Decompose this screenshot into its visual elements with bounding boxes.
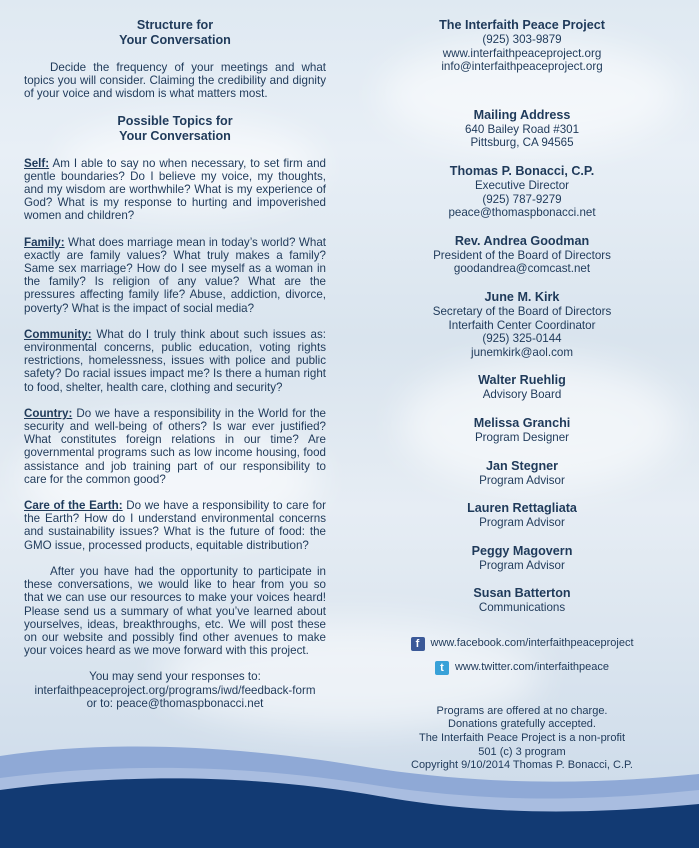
topic-label: Country: <box>24 406 73 420</box>
person-entry <box>372 459 672 488</box>
people-list <box>372 164 672 615</box>
footer-line: Copyright 9/10/2014 Thomas P. Bonacci, C.P. <box>411 759 633 772</box>
person-detail: President of the Board of Directors <box>433 248 611 262</box>
structure-heading-line2: Your Conversation <box>119 33 231 47</box>
org-email[interactable]: info@interfaithpeaceproject.org <box>441 60 603 74</box>
org-name: The Interfaith Peace Project <box>439 18 605 32</box>
topics-heading <box>24 114 326 144</box>
person-entry <box>372 586 672 615</box>
topic-paragraph <box>24 328 326 394</box>
person-detail[interactable]: peace@thomaspbonacci.net <box>448 206 596 220</box>
footer-line: 501 (c) 3 program <box>478 745 566 758</box>
mailing-heading: Mailing Address <box>473 107 571 122</box>
person-name: Peggy Magovern <box>471 543 573 558</box>
send-email[interactable]: or to: peace@thomaspbonacci.net <box>86 696 264 710</box>
closing-text: After you have had the opportunity to participate in these conversations, we would like to hear from you so that we can use our resources to make your voices heard! Please send us a summary of what you’ve learned about yourselves, ideas, breakthroughs, etc. We will post these on our website and possibly find other avenues to make your voices heard as we move forward with this project. <box>24 564 326 658</box>
person-name: June M. Kirk <box>484 289 560 304</box>
mailing-line-2: Pittsburg, CA 94565 <box>470 136 574 150</box>
topic-label: Community: <box>24 327 92 341</box>
person-entry <box>372 164 672 220</box>
twitter-icon[interactable]: t <box>435 661 449 675</box>
facebook-link[interactable]: www.facebook.com/interfaithpeaceproject <box>430 637 634 650</box>
topic-text: Am I able to say no when necessary, to set firm and gentle boundaries? Do I believe my voice, my thoughts, and my wisdom are worthwhile? What is my experience of God? What is my response to hurting and impoverished women and children? <box>24 156 326 223</box>
topics-list <box>24 157 326 565</box>
person-entry <box>372 416 672 445</box>
mailing-address <box>372 108 672 150</box>
person-detail: Program Advisor <box>479 473 565 487</box>
person-detail: (925) 325-0144 <box>482 332 562 346</box>
feedback-link[interactable]: interfaithpeaceproject.org/programs/iwd/feedback-form <box>34 683 316 697</box>
topic-label: Self: <box>24 156 50 170</box>
left-column <box>24 18 326 710</box>
mailing-line-1: 640 Bailey Road #301 <box>464 122 580 136</box>
person-detail: Advisory Board <box>482 388 562 402</box>
twitter-link[interactable]: www.twitter.com/interfaithpeace <box>454 661 610 674</box>
person-detail[interactable]: goodandrea@comcast.net <box>453 262 591 276</box>
footer-line: The Interfaith Peace Project is a non-profit <box>418 732 626 745</box>
person-detail: Communications <box>478 601 566 615</box>
person-detail: (925) 787-9279 <box>482 192 562 206</box>
topic-text: Do we have a responsibility to care for the Earth? How do I understand environmental concerns and sustainability issues? What is the future of food: the GMO issue, processed products, equitable distribution? <box>24 499 326 552</box>
person-name: Rev. Andrea Goodman <box>454 233 590 248</box>
structure-heading <box>24 18 326 48</box>
topic-paragraph <box>24 407 326 486</box>
person-name: Susan Batterton <box>473 586 571 601</box>
facebook-row[interactable] <box>372 637 672 651</box>
person-entry <box>372 373 672 402</box>
topic-text: Do we have a responsibility in the World for the security and well-being of others? Is war ever justified? What constitutes foreign relations in our time? Are governmental programs such as low income housing, food assistance and job training part of our responsibility to care for the common good? <box>24 406 326 486</box>
person-detail: Executive Director <box>474 178 570 192</box>
twitter-row[interactable] <box>372 661 672 675</box>
structure-text: Decide the frequency of your meetings and what topics you will consider. Claiming the credibility and dignity of your voice and wisdom is what matters most. <box>24 61 326 101</box>
topic-label: Care of the Earth: <box>24 499 123 513</box>
topic-paragraph <box>24 236 326 315</box>
footer-notes <box>372 705 672 773</box>
person-detail: Secretary of the Board of Directors <box>432 304 612 318</box>
person-name: Walter Ruehlig <box>478 373 566 388</box>
topic-text: What do I truly think about such issues as: environmental concerns, public education, voting rights restrictions, homelessness, issues with police and public safety? Do racial issues impact me? Is there a human right to food, shelter, health care, clothing and security? <box>24 327 326 394</box>
org-contact <box>372 18 672 74</box>
footer-line: Programs are offered at no charge. <box>436 704 608 717</box>
structure-heading-line1: Structure for <box>136 18 214 32</box>
footer-line: Donations gratefully accepted. <box>448 718 596 731</box>
person-name: Melissa Granchi <box>473 415 571 430</box>
person-name: Lauren Rettagliata <box>467 501 577 516</box>
person-entry <box>372 290 672 359</box>
topic-paragraph <box>24 499 326 552</box>
send-responses <box>24 670 326 710</box>
person-detail: Program Advisor <box>479 558 565 572</box>
topic-text: What does marriage mean in today’s world? What exactly are family values? What truly makes a family? Same sex marriage? How do I see myself as a woman in the family? Is religion of any value? What are the pressures affecting family life? Abuse, addiction, divorce, poverty? What is the impact of social media? <box>24 235 326 315</box>
send-line-1: You may send your responses to: <box>89 670 261 684</box>
org-website[interactable]: www.interfaithpeaceproject.org <box>442 46 602 60</box>
right-column <box>372 18 672 773</box>
org-phone: (925) 303-9879 <box>482 33 562 46</box>
topic-paragraph <box>24 157 326 223</box>
person-entry <box>372 501 672 530</box>
topics-heading-line1: Possible Topics for <box>117 113 233 128</box>
person-entry <box>372 544 672 573</box>
person-name: Jan Stegner <box>485 458 559 473</box>
person-entry <box>372 234 672 276</box>
facebook-icon[interactable]: f <box>411 637 425 651</box>
person-detail: Program Advisor <box>479 516 565 530</box>
person-detail: Interfaith Center Coordinator <box>448 318 596 332</box>
person-name: Thomas P. Bonacci, C.P. <box>449 163 595 178</box>
topics-heading-line2: Your Conversation <box>119 128 231 143</box>
topic-label: Family: <box>24 235 65 249</box>
person-detail: Program Designer <box>474 430 570 444</box>
person-detail[interactable]: junemkirk@aol.com <box>471 345 573 359</box>
